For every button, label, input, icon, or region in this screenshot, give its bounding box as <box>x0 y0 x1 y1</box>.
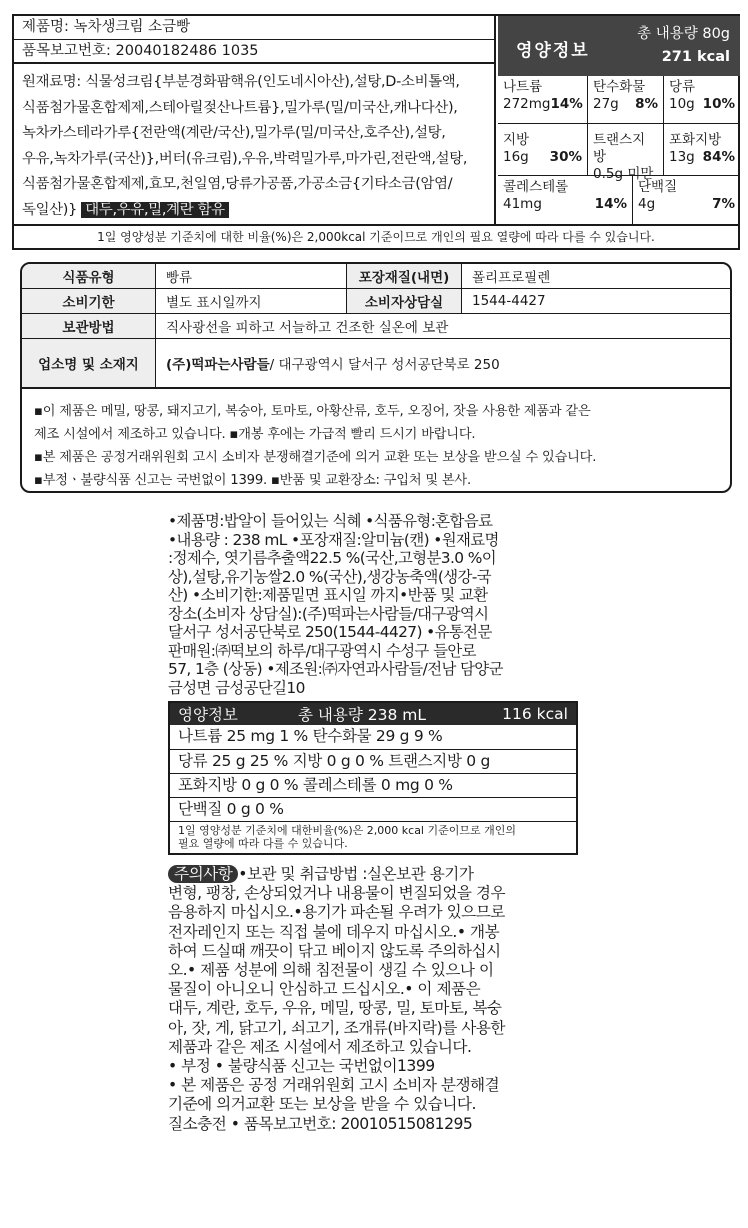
nutrient-cell <box>633 176 740 224</box>
product-info-panel <box>14 16 496 224</box>
ingredients-line: 녹차카스테라가루{전란액(계란/국산),밀가루(밀/미국산,호주산),설탕, <box>22 125 446 141</box>
caution-line: 아, 잣, 게, 닭고기, 쇠고기, 조개류(바지락)를 사용한 <box>168 1018 505 1037</box>
nutrient-pct: 7% <box>712 196 735 212</box>
caution-line: 대두, 계란, 호두, 우유, 메밀, 땅콩, 밀, 토마토, 복숭 <box>168 999 502 1018</box>
nutrient-cell <box>588 76 664 124</box>
caution-badge: 주의사항 <box>168 865 238 883</box>
product-info <box>168 512 578 697</box>
nutrient-name: 포화지방 <box>669 132 722 148</box>
table-header: 보관방법 <box>22 314 156 338</box>
caution-line: 물질이 아니오니 안심하고 드십시오.• 이 제품은 <box>168 980 481 999</box>
nutrient-pct: 30% <box>549 149 582 165</box>
caution-line: 전자레인지 또는 직접 불에 데우지 마십시오.• 개봉 <box>168 922 500 941</box>
allergen-badge: 대두,우유,밀,계란 함유 <box>81 202 229 218</box>
nutrition-panel <box>498 16 740 224</box>
nutrient-pct: 84% <box>702 149 735 165</box>
nutrient-cell <box>498 176 633 224</box>
nutrient-amount: 0.5g 미만 <box>593 166 654 182</box>
notice-line: ▪본 제품은 공정거래위원회 고시 소비자 분쟁해결기준에 의거 교환 또는 보상을 받으실 수 있습니다. <box>34 450 597 465</box>
nutrient-name: 콜레스테롤 <box>503 179 569 195</box>
nutrient-cell <box>664 124 740 176</box>
nutrition-header <box>498 16 740 76</box>
nutrition-total: 총 내용량 238 mL <box>298 706 426 724</box>
info-line: 산) •소비기한:제품밑면 표시일 까지•반품 및 교환 <box>168 586 488 604</box>
caution-line: 변형, 팽창, 손상되었거나 내용물이 변질되었을 경우 <box>168 884 506 903</box>
maker-value <box>156 339 730 387</box>
info-line: :정제수, 엿기름추출액22.5 %(국산,고형분3.0 %이 <box>168 549 497 567</box>
info-line: 판매원:㈜떡보의 하루/대구광역시 수성구 들안로 <box>168 641 476 660</box>
table-header: 소비자상담실 <box>346 289 462 313</box>
table-header: 포장재질(내면) <box>346 264 462 288</box>
caution-first-line <box>168 865 578 884</box>
nutrition-row: 나트륨 25 mg 1 % 탄수화물 29 g 9 % <box>178 727 443 745</box>
report-number: 품목보고번호: 20040182486 1035 <box>14 40 496 64</box>
notice-line: 제조 시설에서 제조하고 있습니다. ▪개봉 후에는 가급적 빨리 드시기 바랍니다. <box>34 427 476 442</box>
caution-line: 음용하지 마십시오.•용기가 파손될 우려가 있으므로 <box>168 903 505 922</box>
table-row <box>22 314 730 339</box>
info-line: 달서구 성서공단북로 250(1544-4427) •유통전문 <box>168 623 492 641</box>
nutrition-kcal: 271 kcal <box>661 49 730 65</box>
nutrient-amount: 41mg <box>503 196 542 212</box>
nutrient-name: 단백질 <box>638 179 678 195</box>
table-row <box>22 289 730 314</box>
ingredients-line: 우유,녹차가루(국산)},버터(유크림),우유,박력밀가루,마가린,전란액,설탕, <box>22 150 468 167</box>
table-value: 별도 표시일까지 <box>166 295 262 311</box>
nutrient-cell <box>498 76 588 124</box>
product-info-table <box>20 262 732 493</box>
nutrient-name: 트랜스지방 <box>593 132 646 165</box>
nutrient-amount: 10g <box>669 96 695 112</box>
notice-line: ▪이 제품은 메밀, 땅콩, 돼지고기, 복숭아, 토마토, 아황산류, 호두, 오징어, 잣을 사용한 제품과 같은 <box>34 404 591 419</box>
table-value: 직사광선을 피하고 서늘하고 건조한 실온에 보관 <box>166 320 449 336</box>
info-line: 57, 1층 (상동) •제조원:㈜자연과사람들/전남 담양군 <box>168 660 503 678</box>
info-line: 금성면 금성공단길10 <box>168 678 305 697</box>
table-value: 1544-4427 <box>472 293 546 309</box>
nutrient-pct: 10% <box>702 96 735 112</box>
nutrient-pct: 14% <box>550 96 583 112</box>
info-line: •제품명:밥알이 들어있는 식혜 •식품유형:혼합음료 <box>168 512 493 530</box>
nutrient-amount: 16g <box>503 149 529 165</box>
nutrient-pct: 8% <box>635 96 658 112</box>
caution-line: 제품과 같은 제조 시설에서 제조하고 있습니다. <box>168 1037 472 1056</box>
ingredients-line: 식품첨가물혼합제제,효모,천일염,당류가공품,가공소금{기타소금(암염/ <box>22 176 453 192</box>
nutrition-table <box>168 701 578 855</box>
nutrition-footnote <box>170 821 576 853</box>
ingredients-line-last <box>22 198 490 224</box>
info-line: 상),설탕,유기농쌀2.0 %(국산),생강농축액(생강-국 <box>168 567 491 586</box>
caution-line: 오.• 제품 성분에 의해 침전물이 생길 수 있으나 이 <box>168 961 494 980</box>
footnote-line: 1일 영양성분 기준치에 대한비율(%)은 2,000 kcal 기준이므로 개인의 <box>178 824 516 837</box>
nutrition-title: 영양정보 <box>178 706 238 724</box>
maker-address: / 대구광역시 달서구 성서공단북로 250 <box>269 357 500 373</box>
table-value: 폴리프로필렌 <box>472 270 551 286</box>
caution-line: • 부정 • 불량식품 신고는 국번없이1399 <box>168 1057 435 1076</box>
nutrient-cell <box>498 124 588 176</box>
nutrient-name: 나트륨 <box>503 79 543 95</box>
table-header: 업소명 및 소재지 <box>22 339 156 387</box>
nutrient-amount: 13g <box>669 149 695 165</box>
nutrient-cell <box>588 124 664 182</box>
nutrient-amount: 272mg <box>503 96 551 112</box>
nutrition-footnote: 1일 영양성분 기준치에 대한 비율(%)은 2,000kcal 기준이므로 개인의 필요 열량에 따라 다를 수 있습니다. <box>14 224 738 248</box>
ingredients-line: 식품첨가물혼합제제,스테아릴젖산나트륨},밀가루(밀/미국산,캐나다산), <box>22 99 458 116</box>
table-header: 소비기한 <box>22 289 156 313</box>
footnote-line: 필요 열량에 따라 다를 수 있습니다. <box>178 837 348 850</box>
table-row <box>22 339 730 389</box>
ingredients-line: 원재료명: 식물성크림{부분경화팜핵유(인도네시아산),설탕,D-소비톨액, <box>22 74 460 90</box>
nutrition-row: 단백질 0 g 0 % <box>170 797 576 821</box>
bread-label <box>12 14 740 250</box>
caution-line: • 본 제품은 공정 거래위원회 고시 소비자 분쟁해결 <box>168 1076 500 1095</box>
caution-text <box>168 865 578 1134</box>
ingredients <box>14 66 496 223</box>
nutrient-amount: 27g <box>593 96 619 112</box>
maker-name: (주)떡파는사람들 <box>166 357 270 373</box>
info-line: 장소(소비자 상담실):(주)떡파는사람들/대구광역시 <box>168 604 489 623</box>
nutrient-name: 지방 <box>503 132 530 148</box>
notice-text <box>34 400 724 492</box>
nutrient-name: 탄수화물 <box>593 79 646 95</box>
nutrition-kcal: 116 kcal <box>502 705 568 723</box>
nutrition-total: 총 내용량 80g <box>637 26 730 42</box>
caution-line: 기준에 의거교환 또는 보상을 받을 수 있습니다. <box>168 1095 476 1114</box>
table-header: 식품유형 <box>22 264 156 288</box>
nutrient-cell <box>664 76 740 124</box>
caution-line: 질소충전 • 품목보고번호: 20010515081295 <box>168 1114 473 1133</box>
nutrient-amount: 4g <box>638 196 656 212</box>
ingredients-end: 독일산)} <box>22 201 77 218</box>
caution-line: 하여 드실때 깨끗이 닦고 베이지 않도록 주의하십시 <box>168 941 501 960</box>
product-name: 제품명: 녹차생크림 소금빵 <box>14 16 496 40</box>
table-value: 빵류 <box>166 270 193 286</box>
sikhye-label <box>168 512 578 1134</box>
caution-line: •보관 및 취급방법 :실온보관 용기가 <box>238 865 474 883</box>
table-row <box>22 264 730 289</box>
nutrition-row: 당류 25 g 25 % 지방 0 g 0 % 트랜스지방 0 g <box>170 749 576 773</box>
nutrition-row: 포화지방 0 g 0 % 콜레스테롤 0 mg 0 % <box>170 773 576 797</box>
nutrition-header <box>170 703 576 725</box>
nutrient-pct: 14% <box>594 196 627 212</box>
info-line: •내용량 : 238 mL •포장재질:알미늄(캔) •원재료명 <box>168 530 499 549</box>
notice-line: ▪부정ㆍ불량식품 신고는 국번없이 1399. ▪반품 및 교환장소: 구입처 및 본사. <box>34 473 471 488</box>
nutrition-title: 영양정보 <box>516 41 590 61</box>
nutrient-name: 당류 <box>669 79 696 95</box>
